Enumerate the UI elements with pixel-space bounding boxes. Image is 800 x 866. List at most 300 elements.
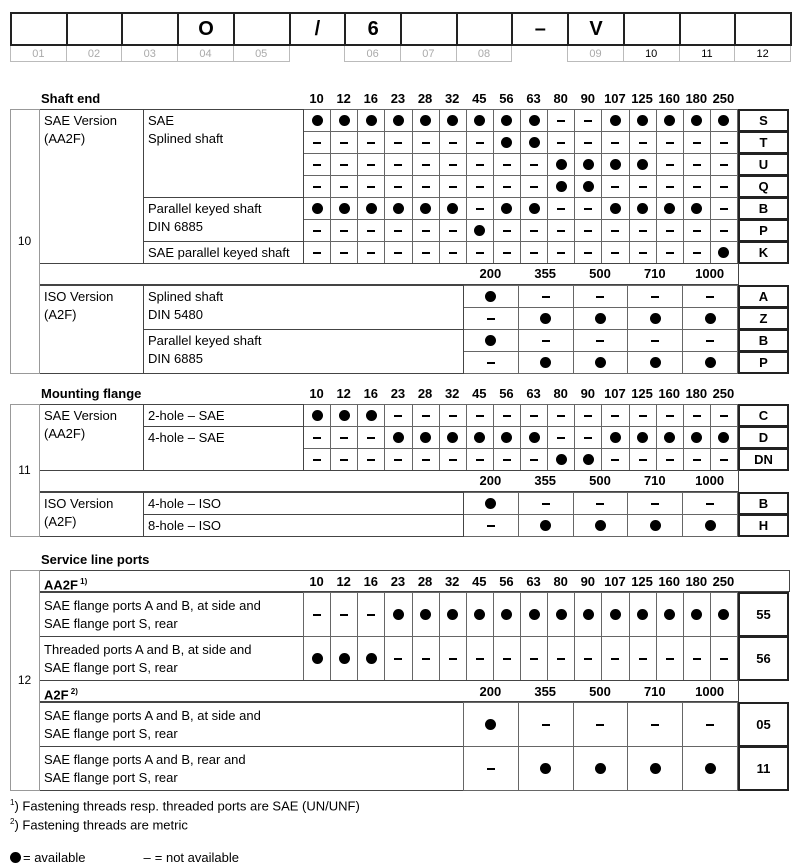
- not-available-dash-icon: [720, 658, 728, 660]
- available-dot-icon: [485, 498, 496, 509]
- legend-available: = available: [23, 849, 86, 865]
- availability-cell: [682, 702, 738, 747]
- not-available-dash-icon: [422, 164, 430, 166]
- not-available-dash-icon: [394, 186, 402, 188]
- available-dot-icon: [540, 313, 551, 324]
- not-available-dash-icon: [666, 186, 674, 188]
- not-available-dash-icon: [530, 658, 538, 660]
- available-dot-icon: [691, 432, 702, 443]
- not-available-dash-icon: [693, 252, 701, 254]
- availability-cell: [629, 241, 657, 264]
- available-dot-icon: [485, 335, 496, 346]
- availability-cell: [518, 746, 574, 791]
- availability-cell: [303, 404, 331, 427]
- available-dot-icon: [447, 432, 458, 443]
- not-available-dash-icon: [503, 230, 511, 232]
- option-code-box[interactable]: B: [738, 492, 789, 515]
- availability-cell: [710, 109, 738, 132]
- section-number: 11: [18, 463, 31, 477]
- option-code-box[interactable]: D: [738, 426, 789, 449]
- availability-cell: [547, 175, 575, 198]
- not-available-dash-icon: [503, 252, 511, 254]
- availability-cell: [601, 592, 629, 637]
- availability-cell: [412, 175, 440, 198]
- size-header: 1000: [695, 684, 725, 699]
- availability-cell: [412, 426, 440, 449]
- availability-cell: [601, 636, 629, 681]
- size-header: 125: [631, 91, 653, 106]
- availability-cell: [682, 285, 738, 308]
- option-code-box[interactable]: Z: [738, 307, 789, 330]
- available-dot-icon: [540, 357, 551, 368]
- availability-cell: [412, 448, 440, 471]
- option-code-box[interactable]: 05: [738, 702, 789, 747]
- availability-cell: [629, 636, 657, 681]
- option-label-line: DIN 6885: [148, 351, 203, 366]
- not-available-dash-icon: [584, 437, 592, 439]
- version-label-line: SAE Version: [44, 408, 117, 423]
- availability-cell: [574, 636, 602, 681]
- code-position-label: 01: [10, 46, 67, 62]
- availability-cell: [466, 109, 494, 132]
- not-available-dash-icon: [639, 459, 647, 461]
- not-available-dash-icon: [557, 230, 565, 232]
- not-available-dash-icon: [584, 208, 592, 210]
- availability-cell: [683, 131, 711, 154]
- option-label-line: SAE flange port S, rear: [44, 659, 178, 675]
- available-dot-icon: [583, 181, 594, 192]
- availability-cell: [493, 219, 521, 242]
- availability-cell: [547, 241, 575, 264]
- availability-cell: [547, 131, 575, 154]
- not-available-dash-icon: [449, 658, 457, 660]
- available-dot-icon: [420, 609, 431, 620]
- code-position-box[interactable]: [233, 12, 291, 46]
- size-header: 200: [479, 473, 502, 488]
- not-available-dash-icon: [476, 142, 484, 144]
- availability-cell: [682, 307, 738, 330]
- legend: [10, 848, 410, 866]
- code-position-box[interactable]: [400, 12, 458, 46]
- not-available-dash-icon: [706, 503, 714, 505]
- not-available-dash-icon: [449, 164, 457, 166]
- code-position-box[interactable]: /: [289, 12, 347, 46]
- availability-cell: [439, 448, 467, 471]
- availability-cell: [518, 514, 574, 537]
- available-dot-icon: [705, 357, 716, 368]
- not-available-dash-icon: [394, 230, 402, 232]
- availability-cell: [547, 448, 575, 471]
- code-position-label: 05: [233, 46, 290, 62]
- size-header: 500: [589, 266, 611, 281]
- not-available-dash-icon: [476, 208, 484, 210]
- code-position-box[interactable]: [456, 12, 514, 46]
- availability-cell: [601, 241, 629, 264]
- availability-cell: [493, 109, 521, 132]
- not-available-dash-icon: [394, 164, 402, 166]
- not-available-dash-icon: [340, 437, 348, 439]
- availability-cell: [493, 426, 521, 449]
- size-header: 160: [658, 386, 681, 401]
- availability-cell: [493, 131, 521, 154]
- option-code-box[interactable]: S: [738, 109, 789, 132]
- availability-cell: [493, 592, 521, 637]
- code-position-label: 06: [344, 46, 401, 62]
- code-position-box[interactable]: [10, 12, 68, 46]
- not-available-dash-icon: [611, 142, 619, 144]
- availability-cell: [627, 351, 683, 374]
- availability-cell: [520, 219, 548, 242]
- size-header: 56: [499, 386, 514, 401]
- availability-cell: [518, 307, 574, 330]
- availability-cell: [683, 241, 711, 264]
- available-dot-icon: [312, 410, 323, 421]
- size-header: 200: [479, 266, 502, 281]
- availability-cell: [683, 197, 711, 220]
- option-label-line: Splined shaft: [148, 289, 224, 304]
- available-dot-icon: [718, 247, 729, 258]
- availability-cell: [574, 426, 602, 449]
- code-position-box[interactable]: O: [177, 12, 235, 46]
- code-position-label: 09: [567, 46, 624, 62]
- availability-cell: [520, 592, 548, 637]
- available-dot-icon: [474, 225, 485, 236]
- available-dot-icon: [718, 115, 729, 126]
- available-dot-icon: [583, 454, 594, 465]
- availability-cell: [547, 592, 575, 637]
- available-dot-icon: [485, 719, 496, 730]
- availability-cell: [384, 219, 412, 242]
- availability-cell: [574, 448, 602, 471]
- code-position-box[interactable]: [734, 12, 792, 46]
- not-available-dash-icon: [666, 252, 674, 254]
- not-available-dash-icon: [367, 186, 375, 188]
- not-available-dash-icon: [693, 230, 701, 232]
- availability-cell: [412, 636, 440, 681]
- available-dot-icon: [501, 115, 512, 126]
- not-available-dash-icon: [476, 658, 484, 660]
- available-dot-icon: [339, 653, 350, 664]
- availability-cell: [574, 404, 602, 427]
- size-header: 180: [685, 574, 708, 589]
- size-header: 80: [553, 91, 568, 106]
- version-label: [39, 492, 144, 537]
- code-position-label: 04: [177, 46, 234, 62]
- availability-cell: [466, 241, 494, 264]
- availability-cell: [574, 153, 602, 176]
- not-available-dash-icon: [611, 186, 619, 188]
- size-header: 12: [336, 386, 351, 401]
- group-header: [40, 571, 240, 591]
- not-available-dash-icon: [394, 459, 402, 461]
- not-available-dash-icon: [542, 724, 550, 726]
- availability-cell: [627, 702, 683, 747]
- size-header: 12: [336, 574, 351, 589]
- version-label-line: SAE Version: [44, 113, 117, 128]
- availability-cell: [303, 131, 331, 154]
- not-available-dash-icon: [611, 658, 619, 660]
- code-position-box[interactable]: –: [511, 12, 569, 46]
- availability-cell: [710, 592, 738, 637]
- size-header: 32: [444, 91, 460, 106]
- availability-cell: [547, 426, 575, 449]
- size-header: 23: [390, 386, 406, 401]
- not-available-dash-icon: [706, 724, 714, 726]
- not-available-dash-icon: [720, 415, 728, 417]
- code-position-box[interactable]: [679, 12, 737, 46]
- availability-cell: [384, 131, 412, 154]
- not-available-dash-icon: [693, 459, 701, 461]
- availability-cell: [683, 592, 711, 637]
- availability-cell: [627, 746, 683, 791]
- availability-cell: [520, 448, 548, 471]
- code-position-box[interactable]: V: [567, 12, 625, 46]
- available-dot-icon: [691, 609, 702, 620]
- availability-cell: [574, 109, 602, 132]
- availability-cell: [412, 153, 440, 176]
- not-available-dash-icon: [666, 164, 674, 166]
- available-dot-icon: [540, 763, 551, 774]
- option-code-box[interactable]: 11: [738, 746, 789, 791]
- availability-cell: [573, 351, 629, 374]
- size-header: 23: [390, 91, 406, 106]
- availability-cell: [683, 175, 711, 198]
- availability-cell: [330, 153, 358, 176]
- availability-cell: [520, 197, 548, 220]
- size-header: 80: [553, 574, 568, 589]
- option-code-box[interactable]: T: [738, 131, 789, 154]
- availability-cell: [303, 636, 331, 681]
- size-header: 1000: [695, 473, 725, 488]
- not-available-dash-icon: [542, 340, 550, 342]
- size-header: 500: [589, 684, 611, 699]
- port-option-label: [39, 636, 304, 681]
- not-available-dash-icon: [596, 724, 604, 726]
- option-code-box[interactable]: A: [738, 285, 789, 308]
- size-header: 500: [589, 473, 611, 488]
- available-dot-icon: [610, 159, 621, 170]
- available-dot-icon: [420, 203, 431, 214]
- not-available-dash-icon: [720, 208, 728, 210]
- size-header: 63: [526, 91, 541, 106]
- code-position-box[interactable]: [121, 12, 179, 46]
- not-available-dash-icon: [476, 459, 484, 461]
- availability-cell: [683, 426, 711, 449]
- size-header: 710: [643, 473, 666, 488]
- availability-cell: [520, 404, 548, 427]
- available-dot-icon: [393, 432, 404, 443]
- size-header: 107: [604, 386, 626, 401]
- size-header: 200: [479, 684, 502, 699]
- not-available-dash-icon: [666, 658, 674, 660]
- not-available-dash-icon: [542, 296, 550, 298]
- not-available-dash-icon: [367, 614, 375, 616]
- not-available-dash-icon: [449, 415, 457, 417]
- available-dot-icon: [718, 609, 729, 620]
- option-code-box[interactable]: U: [738, 153, 789, 176]
- not-available-dash-icon: [367, 459, 375, 461]
- available-dot-icon: [637, 432, 648, 443]
- available-dot-icon: [718, 432, 729, 443]
- not-available-dash-icon: [340, 459, 348, 461]
- not-available-dash-icon: [530, 252, 538, 254]
- not-available-dash-icon: [596, 503, 604, 505]
- availability-cell: [520, 131, 548, 154]
- availability-cell: [439, 426, 467, 449]
- size-header: 12: [336, 91, 351, 106]
- availability-cell: [656, 592, 684, 637]
- code-position-box[interactable]: [623, 12, 681, 46]
- not-available-dash-icon: [720, 459, 728, 461]
- available-dot-icon: [664, 609, 675, 620]
- availability-cell: [629, 404, 657, 427]
- code-position-box[interactable]: 6: [344, 12, 402, 46]
- availability-cell: [683, 109, 711, 132]
- size-header: 180: [685, 91, 708, 106]
- not-available-dash-icon: [503, 459, 511, 461]
- option-label-line: SAE flange port S, rear: [44, 615, 178, 631]
- availability-cell: [463, 351, 519, 374]
- availability-cell: [547, 404, 575, 427]
- availability-cell: [384, 404, 412, 427]
- version-label: [39, 285, 144, 374]
- availability-cell: [439, 241, 467, 264]
- option-label: [143, 241, 304, 264]
- available-dot-icon: [610, 115, 621, 126]
- availability-cell: [466, 219, 494, 242]
- availability-cell: [384, 592, 412, 637]
- option-code-box[interactable]: 55: [738, 592, 789, 637]
- available-dot-icon: [650, 763, 661, 774]
- availability-cell: [601, 219, 629, 242]
- not-available-dash-icon: [503, 164, 511, 166]
- availability-cell: [330, 197, 358, 220]
- option-label-line: 4-hole – SAE: [148, 430, 225, 445]
- size-header: 16: [363, 574, 379, 589]
- option-code-box[interactable]: H: [738, 514, 789, 537]
- option-code-box[interactable]: B: [738, 197, 789, 220]
- option-label: [143, 426, 304, 471]
- available-dot-icon: [312, 653, 323, 664]
- availability-cell: [330, 448, 358, 471]
- availability-cell: [656, 197, 684, 220]
- availability-cell: [629, 219, 657, 242]
- not-available-dash-icon: [422, 459, 430, 461]
- option-code-box[interactable]: B: [738, 329, 789, 352]
- option-label-line: Splined shaft: [148, 131, 224, 146]
- not-available-dash-icon: [693, 415, 701, 417]
- size-header: 10: [309, 574, 324, 589]
- availability-cell: [710, 241, 738, 264]
- availability-cell: [627, 307, 683, 330]
- availability-cell: [518, 702, 574, 747]
- option-code-box[interactable]: DN: [738, 448, 789, 471]
- available-dot-icon: [366, 115, 377, 126]
- availability-cell: [518, 285, 574, 308]
- availability-cell: [357, 448, 385, 471]
- available-dot-icon: [529, 432, 540, 443]
- availability-cell: [518, 329, 574, 352]
- availability-cell: [574, 219, 602, 242]
- not-available-dash-icon: [557, 252, 565, 254]
- availability-cell: [412, 241, 440, 264]
- availability-cell: [330, 109, 358, 132]
- not-available-dash-icon: [394, 415, 402, 417]
- not-available-dash-icon: [639, 415, 647, 417]
- not-available-dash-icon: [449, 186, 457, 188]
- availability-cell: [656, 109, 684, 132]
- availability-cell: [330, 241, 358, 264]
- size-header: 125: [631, 574, 653, 589]
- availability-cell: [303, 592, 331, 637]
- available-dot-icon: [650, 357, 661, 368]
- availability-cell: [601, 426, 629, 449]
- not-available-dash-icon: [693, 658, 701, 660]
- not-available-dash-icon: [340, 230, 348, 232]
- size-header: 45: [472, 386, 487, 401]
- not-available-dash-icon: [639, 252, 647, 254]
- option-code-box[interactable]: Q: [738, 175, 789, 198]
- not-available-dash-icon: [422, 186, 430, 188]
- not-available-dash-icon: [340, 186, 348, 188]
- not-available-dash-icon: [693, 142, 701, 144]
- available-dot-icon: [637, 609, 648, 620]
- footnote-text: ) Fastening threads are metric: [14, 817, 188, 833]
- code-position-box[interactable]: [66, 12, 124, 46]
- not-available-dash-icon: [394, 142, 402, 144]
- size-header: 160: [658, 574, 681, 589]
- not-available-dash-icon: [487, 768, 495, 770]
- availability-cell: [656, 448, 684, 471]
- port-option-label: [39, 746, 464, 791]
- size-header: 80: [553, 386, 568, 401]
- available-dot-icon: [474, 609, 485, 620]
- availability-cell: [682, 746, 738, 791]
- section-number: 10: [17, 234, 32, 248]
- availability-cell: [518, 492, 574, 515]
- not-available-dash-icon: [557, 208, 565, 210]
- option-code-box[interactable]: P: [738, 351, 789, 374]
- availability-cell: [547, 197, 575, 220]
- not-available-dash-icon: [487, 318, 495, 320]
- availability-cell: [357, 426, 385, 449]
- available-dot-icon: [664, 432, 675, 443]
- availability-cell: [627, 285, 683, 308]
- option-code-box[interactable]: 56: [738, 636, 789, 681]
- option-code-box[interactable]: C: [738, 404, 789, 427]
- option-code-box[interactable]: K: [738, 241, 789, 264]
- availability-cell: [384, 197, 412, 220]
- availability-cell: [629, 592, 657, 637]
- size-header: 45: [472, 574, 487, 589]
- option-code-box[interactable]: P: [738, 219, 789, 242]
- version-label-line: ISO Version: [44, 496, 114, 511]
- availability-cell: [412, 219, 440, 242]
- not-available-dash-icon: [584, 120, 592, 122]
- availability-cell: [601, 175, 629, 198]
- availability-cell: [520, 636, 548, 681]
- not-available-dash-icon: [651, 296, 659, 298]
- available-dot-icon: [650, 520, 661, 531]
- not-available-dash-icon: [530, 164, 538, 166]
- not-available-dash-icon: [596, 340, 604, 342]
- availability-cell: [463, 702, 519, 747]
- size-header: 250: [712, 91, 735, 106]
- available-dot-icon: [595, 763, 606, 774]
- not-available-dash-icon: [611, 252, 619, 254]
- availability-cell: [629, 109, 657, 132]
- available-dot-icon: [447, 115, 458, 126]
